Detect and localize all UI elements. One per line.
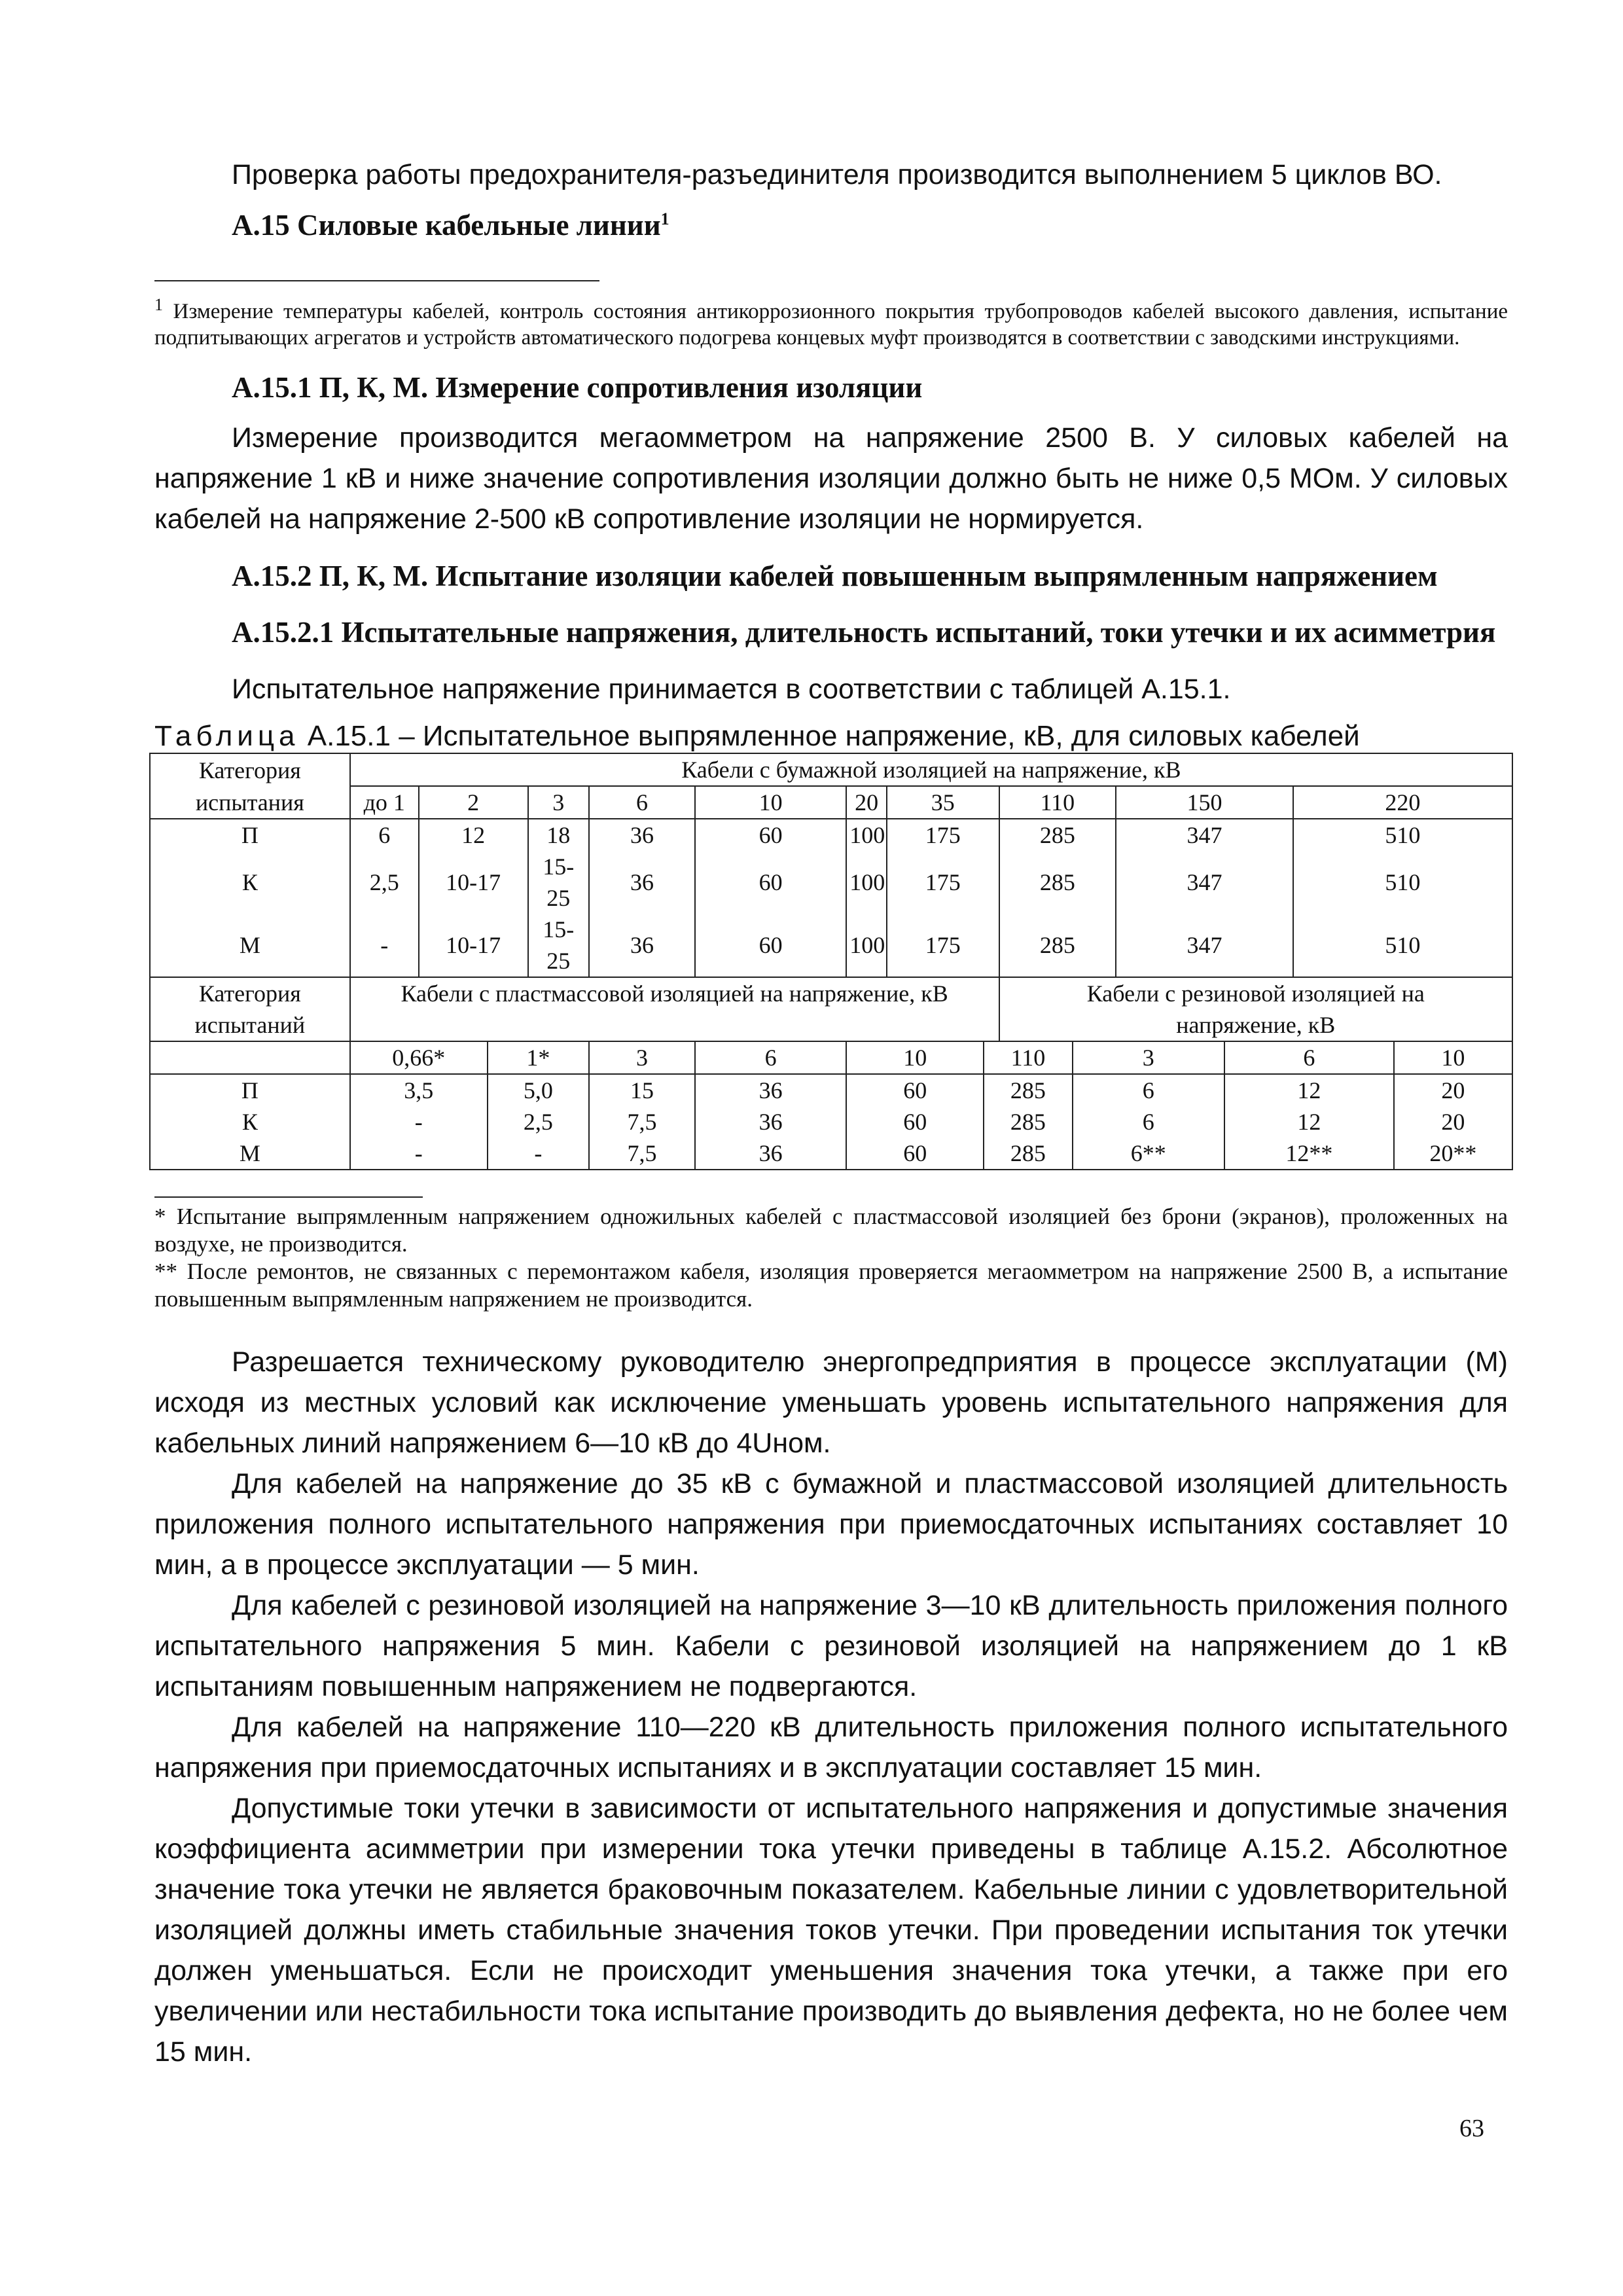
table-plastic-voltage: 0,66* xyxy=(350,1041,488,1074)
paper-rows xyxy=(150,819,1512,977)
table-cell: 285 xyxy=(984,1074,1072,1106)
table-rubber-header-b: напряжение, кВ xyxy=(999,1009,1512,1041)
table-cat: К xyxy=(150,1106,350,1138)
table-cell: 285 xyxy=(999,851,1116,914)
table-cell: 285 xyxy=(999,914,1116,977)
table-cell: 20** xyxy=(1394,1138,1512,1170)
table-row xyxy=(150,851,1512,914)
table-cell: 285 xyxy=(984,1138,1072,1170)
table-rubber-voltage: 6 xyxy=(1224,1041,1394,1074)
table-cat: М xyxy=(150,914,350,977)
footnote-ref: 1 xyxy=(660,209,669,228)
table-cell: 15-25 xyxy=(528,851,589,914)
table-cell: 175 xyxy=(887,819,999,851)
table-rubber-voltage: 3 xyxy=(1073,1041,1224,1074)
table-row xyxy=(150,1138,1512,1170)
heading-a15-2: А.15.2 П, К, М. Испытание изоляции кабелей повышенным выпрямленным напряжением xyxy=(232,560,1438,592)
footnote-1 xyxy=(154,295,1508,351)
table-row xyxy=(150,914,1512,977)
table-caption-rest: А.15.1 – Испытательное выпрямленное напряжение, кВ, для силовых кабелей xyxy=(307,720,1360,752)
table-cell: - xyxy=(350,1138,488,1170)
table-cell: 36 xyxy=(589,819,695,851)
table-plastic-voltage: 6 xyxy=(695,1041,846,1074)
table-cell: 36 xyxy=(695,1138,846,1170)
table-paper-voltage: 35 xyxy=(887,786,999,819)
footnote-mark: 1 xyxy=(154,295,163,314)
table-cell: 20 xyxy=(1394,1106,1512,1138)
table-cell: 12 xyxy=(1224,1106,1394,1138)
table-cell: 3,5 xyxy=(350,1074,488,1106)
table-cell: 60 xyxy=(695,819,846,851)
table-cell: 347 xyxy=(1116,914,1293,977)
table-cat2-label-b: испытаний xyxy=(150,1009,350,1041)
table-cell: 20 xyxy=(1394,1074,1512,1106)
heading-a15-2-1: А.15.2.1 Испытательные напряжения, длительность испытаний, токи утечки и их асимметрия xyxy=(232,616,1496,649)
table-cell: 100 xyxy=(846,914,887,977)
table-cell: - xyxy=(350,1106,488,1138)
table-cell: 36 xyxy=(589,851,695,914)
table-paper-voltage: 10 xyxy=(695,786,846,819)
table-cell: 6 xyxy=(350,819,419,851)
table-cell: 510 xyxy=(1293,851,1512,914)
table-cell: 36 xyxy=(695,1106,846,1138)
paragraph: Допустимые токи утечки в зависимости от испытательного напряжения и допустимые значения коэффициента асимметрии при измерении тока утечки приведены в таблице А.15.2. Абсолютное значение тока утечки не является браковочным показателем. Кабельные линии с удовлетворительной изоляцией должны иметь стабильные значения токов утечки. При проведении испытания ток утечки должен уменьшаться. Если не происходит уменьшения значения тока утечки, а также при его увеличении или нестабильности тока испытание производить до выявления дефекта, но не более чем 15 мин. xyxy=(154,1793,1508,2068)
table-row xyxy=(150,1106,1512,1138)
table-cat: М xyxy=(150,1138,350,1170)
table-cell: 36 xyxy=(589,914,695,977)
table-cell: 347 xyxy=(1116,851,1293,914)
page-number: 63 xyxy=(1459,2115,1484,2142)
table-paper-voltage: 2 xyxy=(419,786,528,819)
table-cell: 36 xyxy=(695,1074,846,1106)
table-plastic-header: Кабели с пластмассовой изоляцией на напряжение, кВ xyxy=(350,977,999,1041)
table-cell: 100 xyxy=(846,819,887,851)
plastic-rubber-rows xyxy=(150,1074,1512,1170)
para-a15-1: Измерение производится мегаомметром на напряжение 2500 В. У силовых кабелей на напряжение 1 кВ и ниже значение сопротивления изоляции должно быть не ниже 0,5 МОм. У силовых кабелей на напряжение 2-500 кВ сопротивление изоляции не нормируется. xyxy=(154,422,1508,535)
table-cat-label-b: испытания xyxy=(150,786,350,819)
table-paper-voltage: 110 xyxy=(999,786,1116,819)
table-cell: 15 xyxy=(589,1074,695,1106)
table-caption-word: Таблица xyxy=(154,720,300,752)
paragraph: Для кабелей на напряжение до 35 кВ с бумажной и пластмассовой изоляцией длительность приложения полного испытательного напряжения при приемосдаточных испытаниях составляет 10 мин, а в процессе эксплуатации — 5 мин. xyxy=(154,1468,1508,1581)
table-cell: 7,5 xyxy=(589,1106,695,1138)
intro-line: Проверка работы предохранителя-разъединителя производится выполнением 5 циклов ВО. xyxy=(232,159,1442,190)
section-title xyxy=(154,206,1508,245)
table-cat: П xyxy=(150,819,350,851)
table-cell: 12 xyxy=(419,819,528,851)
table-paper-voltage: 20 xyxy=(846,786,887,819)
table-cell: 15-25 xyxy=(528,914,589,977)
table-cell: 60 xyxy=(846,1074,984,1106)
table-cell: 60 xyxy=(846,1138,984,1170)
table-cat2-label-a: Категория xyxy=(150,977,350,1009)
table-cell: - xyxy=(350,914,419,977)
table-cell: 18 xyxy=(528,819,589,851)
table-caption xyxy=(154,720,1508,753)
table-cell: 2,5 xyxy=(488,1106,589,1138)
table-note-star: * Испытание выпрямленным напряжением одножильных кабелей с пластмассовой изоляцией без брони (экранов), проложенных на воздухе, не производится. xyxy=(154,1204,1508,1257)
document-page xyxy=(154,154,1508,2072)
table-cell: 12** xyxy=(1224,1138,1394,1170)
table-plastic-voltage: 10 xyxy=(846,1041,984,1074)
table-note-double-star: ** После ремонтов, не связанных с перемонтажом кабеля, изоляция проверяется мегаомметром на напряжение 2500 В, а испытание повышенным выпрямленным напряжением не производится. xyxy=(154,1259,1508,1312)
heading-a15-1: А.15.1 П, К, М. Измерение сопротивления изоляции xyxy=(232,371,923,404)
table-paper-voltage: 220 xyxy=(1293,786,1512,819)
para-test-voltage: Испытательное напряжение принимается в соответствии с таблицей А.15.1. xyxy=(232,673,1231,705)
table-cat: К xyxy=(150,851,350,914)
table-plastic-voltage: 3 xyxy=(589,1041,695,1074)
table-paper-voltage: 150 xyxy=(1116,786,1293,819)
table-paper-voltage: до 1 xyxy=(350,786,419,819)
paragraph: Для кабелей на напряжение 110—220 кВ длительность приложения полного испытательного напряжения при приемосдаточных испытаниях и в эксплуатации составляет 15 мин. xyxy=(154,1712,1508,1784)
table-cat: П xyxy=(150,1074,350,1106)
table-plastic-voltage: 110 xyxy=(984,1041,1072,1074)
table-cell: 175 xyxy=(887,851,999,914)
table-cell: 2,5 xyxy=(350,851,419,914)
table-row xyxy=(150,819,1512,851)
table-empty-cell xyxy=(150,1041,350,1074)
table-cat-label-a: Категория xyxy=(150,753,350,786)
table-row xyxy=(150,1074,1512,1106)
section-title-text: А.15 Силовые кабельные линии xyxy=(232,209,661,242)
table-plastic-voltage: 1* xyxy=(488,1041,589,1074)
table-cell: 10-17 xyxy=(419,914,528,977)
test-voltage-table xyxy=(149,753,1513,1170)
table-cell: 60 xyxy=(695,914,846,977)
table-cell: 6 xyxy=(1073,1106,1224,1138)
table-cell: 175 xyxy=(887,914,999,977)
table-cell: 12 xyxy=(1224,1074,1394,1106)
table-cell: 6** xyxy=(1073,1138,1224,1170)
table-cell: 60 xyxy=(846,1106,984,1138)
table-cell: 285 xyxy=(984,1106,1072,1138)
table-cell: 5,0 xyxy=(488,1074,589,1106)
table-cell: - xyxy=(488,1138,589,1170)
paragraph: Для кабелей с резиновой изоляцией на напряжение 3—10 кВ длительность приложения полного испытательного напряжения 5 мин. Кабели с резиновой изоляцией на напряжением до 1 кВ испытаниям повышенным напряжением не подвергаются. xyxy=(154,1590,1508,1702)
table-cell: 347 xyxy=(1116,819,1293,851)
table-cell: 6 xyxy=(1073,1074,1224,1106)
table-cell: 510 xyxy=(1293,914,1512,977)
paragraph: Разрешается техническому руководителю энергопредприятия в процессе эксплуатации (М) исходя из местных условий как исключение уменьшать уровень испытательного напряжения для кабельных линий напряжением 6—10 кВ до 4Uном. xyxy=(154,1346,1508,1459)
table-cell: 285 xyxy=(999,819,1116,851)
table-paper-voltage: 3 xyxy=(528,786,589,819)
table-paper-header: Кабели с бумажной изоляцией на напряжение, кВ xyxy=(350,753,1512,786)
table-rubber-voltage: 10 xyxy=(1394,1041,1512,1074)
table-paper-voltage: 6 xyxy=(589,786,695,819)
table-rubber-header-a: Кабели с резиновой изоляцией на xyxy=(999,977,1512,1009)
table-cell: 100 xyxy=(846,851,887,914)
table-cell: 510 xyxy=(1293,819,1512,851)
table-cell: 10-17 xyxy=(419,851,528,914)
table-cell: 60 xyxy=(695,851,846,914)
footnote-1-text: Измерение температуры кабелей, контроль состояния антикоррозионного покрытия трубопроводов кабелей высокого давления, испытание подпитывающих агрегатов и устройств автоматического подогрева концевых муфт производятся в соответствии с заводскими инструкциями. xyxy=(154,300,1508,350)
table-cell: 7,5 xyxy=(589,1138,695,1170)
